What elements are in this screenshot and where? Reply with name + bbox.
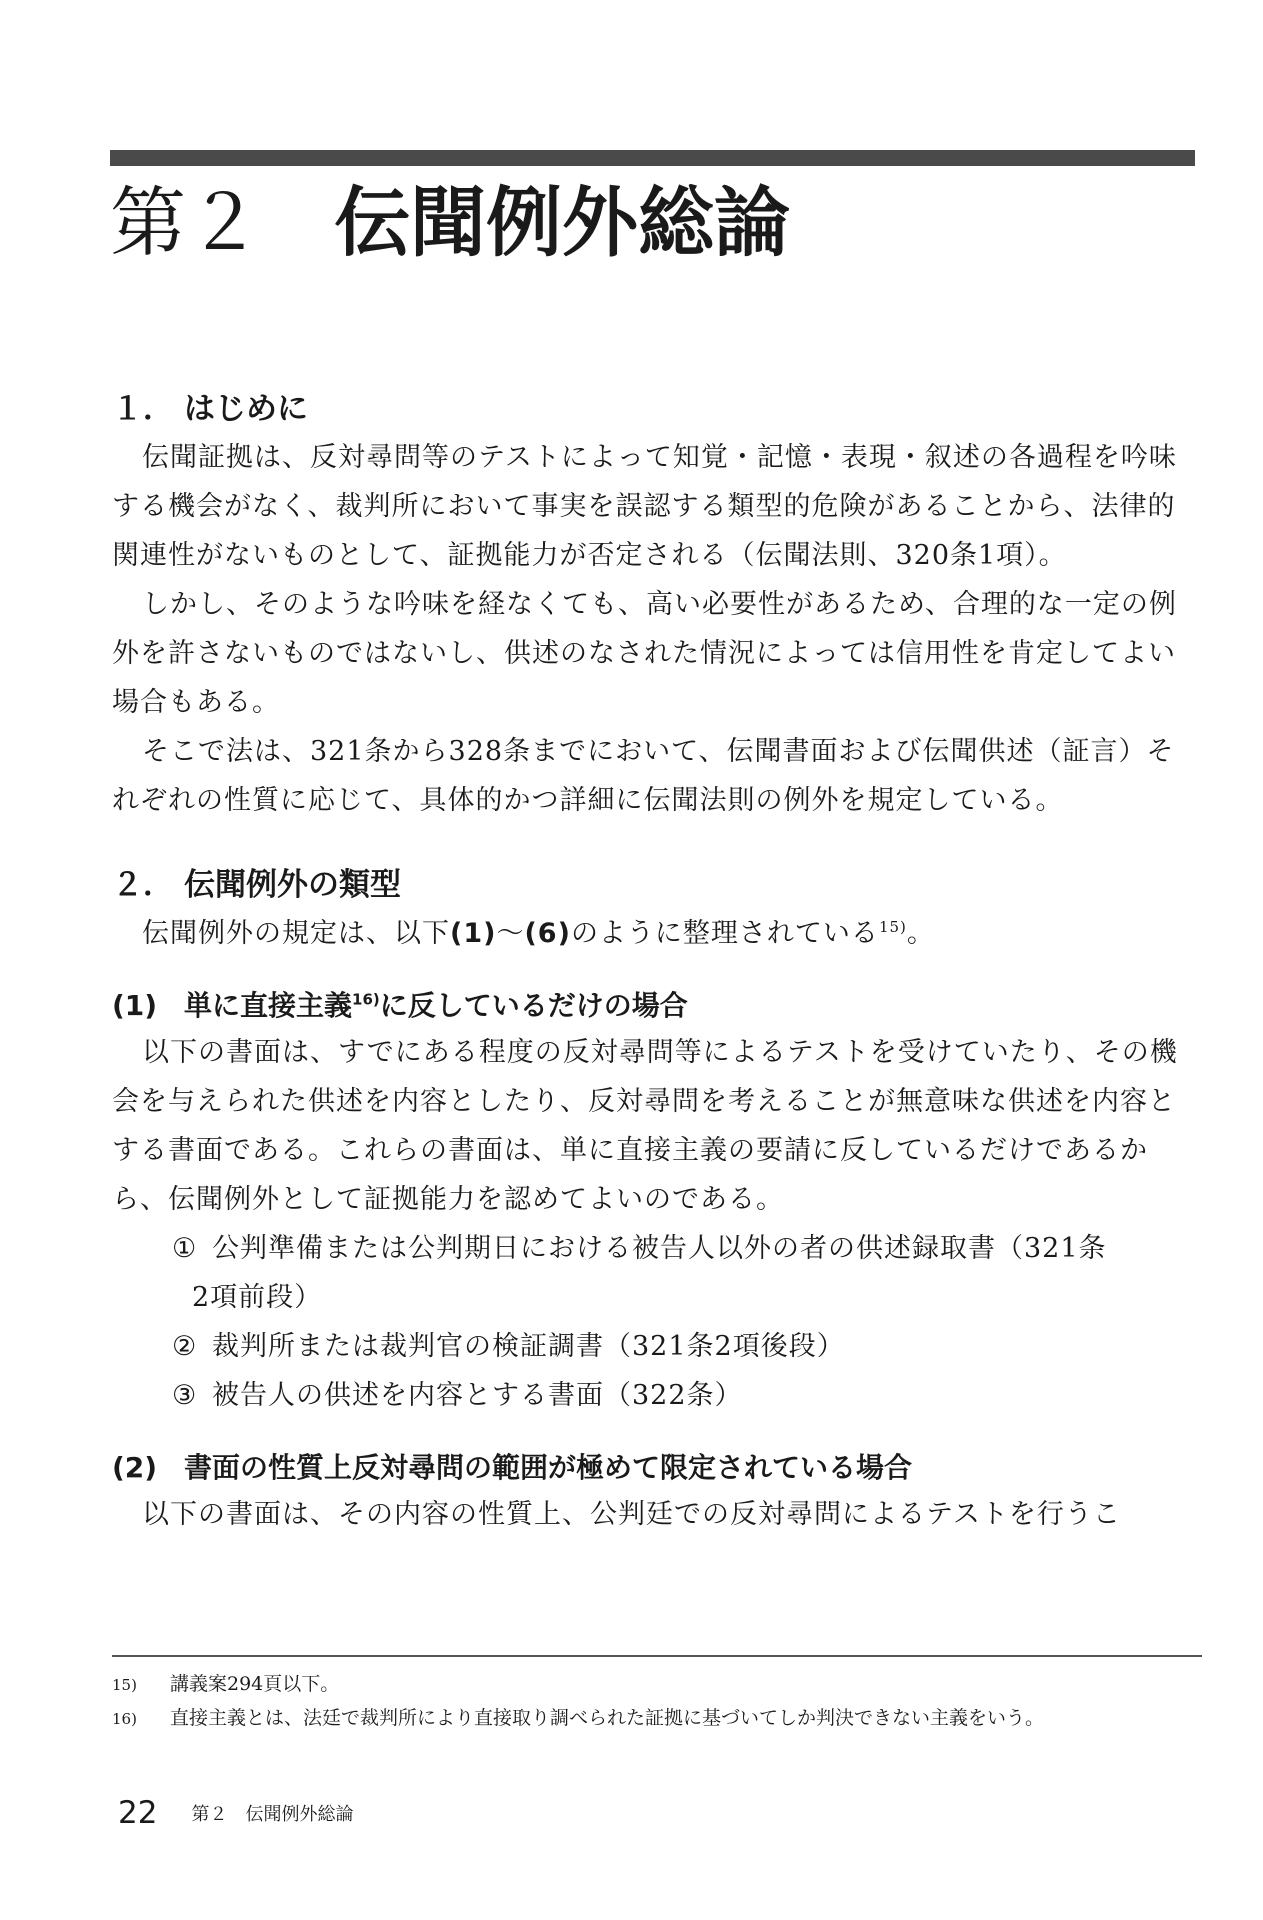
- list-item: ② 裁判所または裁判官の検証調書（321条2項後段）: [112, 1322, 1197, 1371]
- page-footer: [118, 1795, 353, 1831]
- paragraph: そこで法は、321条から328条までにおいて、伝聞書面および伝聞供述（証言）それぞれの性質に応じて、具体的かつ詳細に伝聞法則の例外を規定している。: [112, 736, 1175, 816]
- list-marker: ①: [172, 1233, 198, 1264]
- subsection-number: (2): [112, 1451, 158, 1484]
- footnote-ref-16: 16): [352, 990, 380, 1009]
- paragraph: しかし、そのような吟味を経なくても、高い必要性があるため、合理的な一定の例外を許さないものではないし、供述のなされた情況によっては信用性を肯定してよい場合もある。: [112, 589, 1177, 718]
- section-number: ２．: [112, 867, 174, 903]
- subsection-number: (1): [112, 989, 158, 1022]
- subsection-heading-2: [112, 1446, 1197, 1490]
- subsection-title: 書面の性質上反対尋問の範囲が極めて限定されている場合: [184, 1451, 913, 1484]
- section-title: はじめに: [184, 391, 308, 427]
- section-heading-2: [112, 861, 1197, 909]
- chapter-header-bar: [110, 150, 1195, 166]
- list-item: ③ 被告人の供述を内容とする書面（322条）: [112, 1371, 1197, 1420]
- list-marker: ③: [172, 1380, 198, 1411]
- paragraph: 以下の書面は、すでにある程度の反対尋問等によるテストを受けていたり、その機会を与えられた供述を内容としたり、反対尋問を考えることが無意味な供述を内容とする書面である。これらの書面は、単に直接主義の要請に反しているだけであるから、伝聞例外として証拠能力を認めてよいのである。: [112, 1037, 1178, 1215]
- document-list: [112, 1224, 1197, 1420]
- running-head: 第２ 伝聞例外総論: [191, 1804, 354, 1825]
- paragraph: 伝聞例外の規定は、以下(1)～(6)のように整理されている$^{15)}$。: [142, 918, 935, 949]
- footnote-16: 16) 直接主義とは、法廷で裁判所により直接取り調べられた証拠に基づいてしか判決できない主義をいう。: [112, 1707, 1045, 1729]
- chapter-title: 伝聞例外総論: [334, 178, 790, 267]
- subsection-heading-1: (1) 単に直接主義$^{16)}$に反しているだけの場合: [112, 984, 1197, 1028]
- paragraph: 以下の書面は、その内容の性質上、公判廷での反対尋問によるテストを行うこ: [142, 1499, 1121, 1530]
- list-item: ① 公判準備または公判期日における被告人以外の者の供述録取書（321条 2項前段）: [112, 1224, 1197, 1322]
- page-body: [112, 385, 1197, 1539]
- paragraph: 伝聞証拠は、反対尋問等のテストによって知覚・記憶・表現・叙述の各過程を吟味する機会がなく、裁判所において事実を誤認する類型的危険があることから、法律的関連性がないものとして、証拠能力が否定される（伝聞法則、320条1項）。: [112, 442, 1177, 571]
- list-marker: ②: [172, 1331, 198, 1362]
- footnote-ref-15: 15): [878, 918, 907, 936]
- section-number: １．: [112, 391, 174, 427]
- footnote-15: 15) 講義案294頁以下。: [112, 1673, 340, 1695]
- section-heading-1: [112, 385, 1197, 433]
- chapter-number: 第２: [110, 178, 262, 267]
- section-title: 伝聞例外の類型: [184, 867, 401, 903]
- page-number: 22: [118, 1795, 158, 1831]
- footnote-divider: [112, 1655, 1202, 1657]
- footnotes: [112, 1668, 1222, 1736]
- chapter-heading: [110, 178, 790, 268]
